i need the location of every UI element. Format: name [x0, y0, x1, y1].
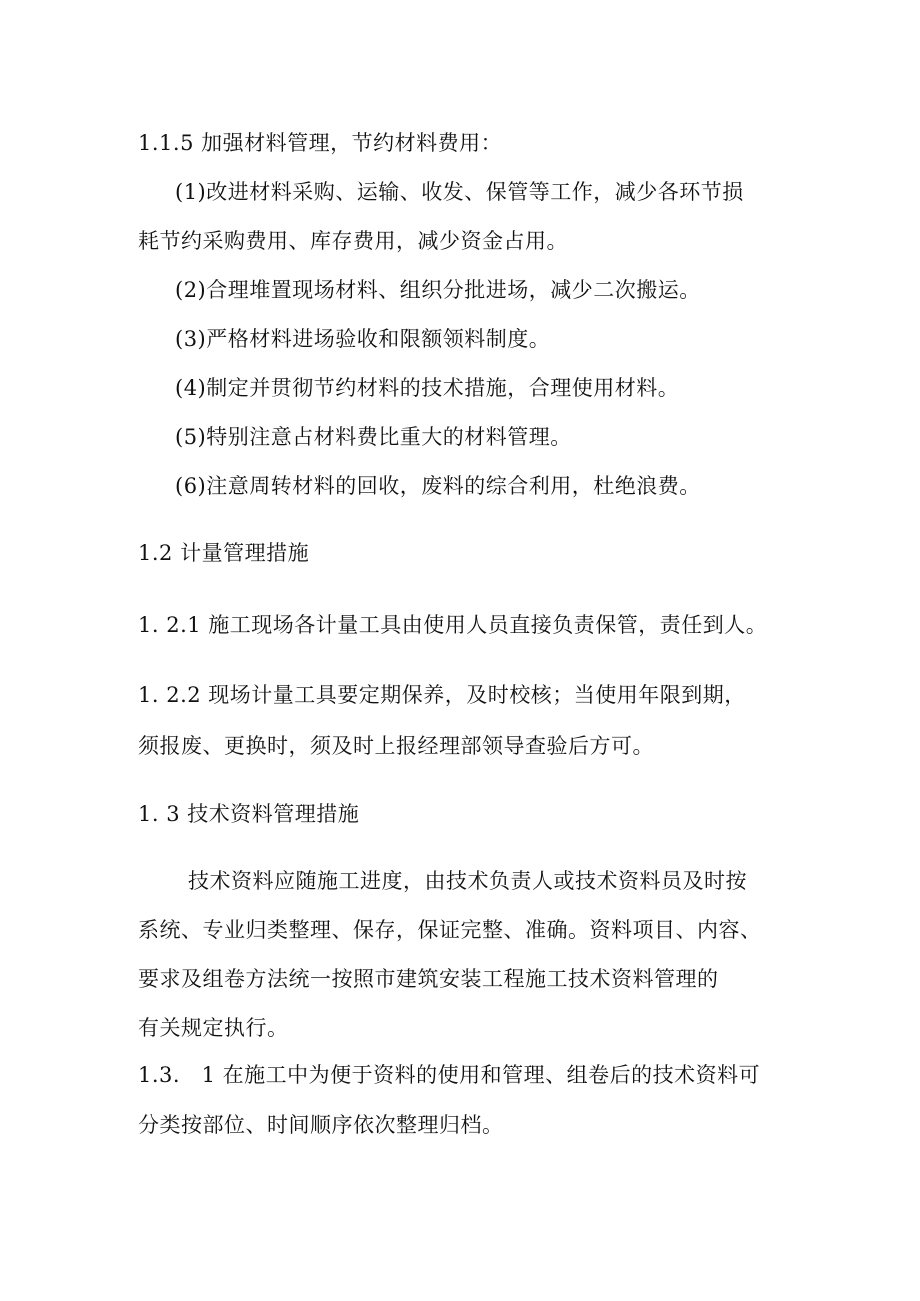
- list-item-3: (3)严格材料进场验收和限额领料制度。: [175, 327, 551, 351]
- section-heading-1-2: 1.2 计量管理措施: [138, 541, 310, 565]
- paragraph-1-3-1-line-2: 分类按部位、时间顺序依次整理归档。: [138, 1113, 504, 1137]
- paragraph-1-2-1: 1. 2.1 施工现场各计量工具由使用人员直接负责保管，责任到人。: [138, 613, 768, 637]
- list-item-1-line-1: (1)改进材料采购、运输、收发、保管等工作，减少各环节损: [175, 180, 744, 204]
- section-heading-1-1-5: 1.1.5 加强材料管理，节约材料费用：: [138, 131, 503, 155]
- list-item-2: (2)合理堆置现场材料、组织分批进场，减少二次搬运。: [175, 278, 701, 302]
- list-item-4: (4)制定并贯彻节约材料的技术措施，合理使用材料。: [175, 376, 680, 400]
- paragraph-1-2-2-line-2: 须报废、更换时，须及时上报经理部领导查验后方可。: [138, 734, 654, 758]
- section-heading-1-3: 1. 3 技术资料管理措施: [138, 802, 360, 826]
- paragraph-1-3-line-3: 要求及组卷方法统一按照市建筑安装工程施工技术资料管理的: [138, 967, 719, 991]
- list-item-5: (5)特别注意占材料费比重大的材料管理。: [175, 425, 572, 449]
- list-item-1-line-2: 耗节约采购费用、库存费用，减少资金占用。: [138, 229, 568, 253]
- paragraph-1-3-line-1: 技术资料应随施工进度，由技术负责人或技术资料员及时按: [188, 869, 747, 893]
- paragraph-1-3-line-2: 系统、专业归类整理、保存，保证完整、准确。资料项目、内容、: [138, 918, 762, 942]
- paragraph-1-3-1-line-1: 1.3. 1 在施工中为便于资料的使用和管理、组卷后的技术资料可: [138, 1063, 761, 1087]
- list-item-6: (6)注意周转材料的回收，废料的综合利用，杜绝浪费。: [175, 474, 701, 498]
- paragraph-1-3-line-4: 有关规定执行。: [138, 1016, 289, 1040]
- paragraph-1-2-2-line-1: 1. 2.2 现场计量工具要定期保养，及时校核；当使用年限到期，: [138, 683, 746, 707]
